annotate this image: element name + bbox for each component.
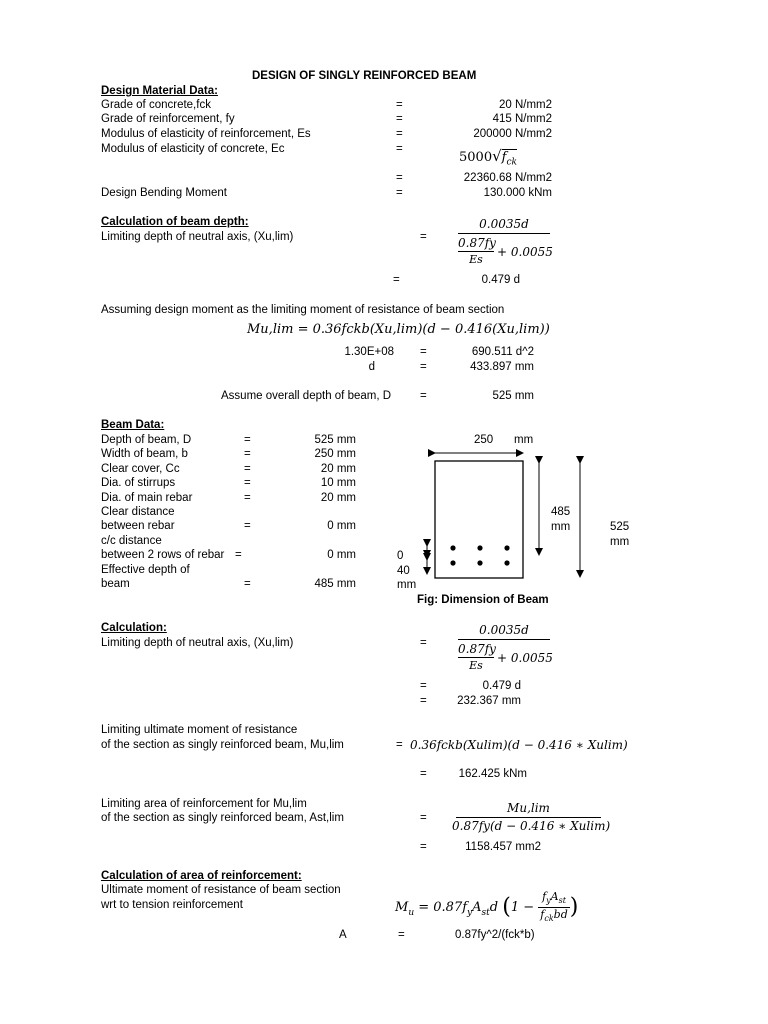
beam-label: Dia. of main rebar (101, 492, 193, 504)
fig-caption: Fig: Dimension of Beam (417, 594, 549, 606)
assume-r2-left: d (368, 361, 375, 373)
assume-r2-val: 433.897 mm (470, 361, 534, 373)
overall-depth-eq: = (420, 390, 427, 402)
ec-formula: $5000√f_{ck}$ (459, 147, 517, 168)
page-title: DESIGN OF SINGLY REINFORCED BEAM (252, 70, 477, 82)
beam-label: beam (101, 578, 130, 590)
beam-eq: = (244, 578, 251, 590)
material-value: 200000 N/mm2 (473, 128, 552, 140)
beam-eq: = (244, 477, 251, 489)
material-value: 130.000 kNm (483, 187, 552, 199)
reinf-label-2: wrt to tension reinforcement (101, 899, 243, 911)
assume-r2-eq: = (420, 361, 427, 373)
fig-eff-val: 485 (551, 506, 571, 518)
calc-fraction-bar (458, 639, 550, 640)
material-label: Design Bending Moment (101, 187, 227, 199)
material-value: 20 N/mm2 (498, 99, 552, 111)
fig-gap-val: 0 (397, 550, 404, 562)
ast-numerator: Mu,lim (507, 801, 550, 815)
mu-eq: = (396, 739, 403, 751)
calc-den-denominator: Es (469, 659, 483, 672)
beam-label: Effective depth of (101, 564, 190, 576)
fig-eff-unit: mm (551, 521, 571, 533)
beam-label: c/c distance (101, 535, 162, 547)
assume-r1-left: 1.30E+08 (344, 346, 394, 358)
depth-result-eq: = (393, 274, 400, 286)
assume-r1-val: 690.511 d^2 (471, 346, 534, 358)
rebar-dot (504, 560, 509, 565)
reinf-formula: $M_u = 0.87f_yA_{st}d$ (1 − $f_yA_{st}$ $f_{ck}bd$ ) (395, 890, 579, 924)
calc-heading: Calculation: (101, 622, 167, 634)
fig-width-val: 250 (474, 434, 494, 446)
ast-fraction-bar (456, 817, 601, 818)
rebar-dot (477, 545, 482, 550)
material-eq: = (396, 143, 403, 155)
beam-value: 250 mm (314, 448, 356, 460)
material-value: 22360.68 N/mm2 (463, 172, 552, 184)
beam-heading: Beam Data: (101, 419, 165, 431)
depth-result: 0.479 d (481, 274, 520, 286)
fig-width-unit: mm (514, 434, 534, 446)
calc-r1-val: 0.479 d (482, 680, 521, 692)
a-value: 0.87fy^2/(fck*b) (455, 929, 535, 941)
ast-result-eq: = (420, 841, 427, 853)
depth-xulim-label: Limiting depth of neutral axis, (Xu,lim) (101, 231, 294, 243)
beam-eq: = (235, 549, 242, 561)
calc-eq: = (420, 637, 427, 649)
material-label: Grade of concrete,fck (101, 99, 211, 111)
calc-numerator: 0.0035d (479, 623, 529, 637)
ast-result: 1158.457 mm2 (465, 841, 541, 853)
ast-denominator: 0.87fy(d − 0.416 ∗ Xulim) (452, 819, 611, 833)
assume-text: Assuming design moment as the limiting moment of resistance of beam section (101, 304, 505, 316)
material-eq: = (396, 128, 403, 140)
beam-label: Clear distance (101, 506, 175, 518)
beam-value: 485 mm (314, 578, 356, 590)
beam-value: 20 mm (320, 492, 356, 504)
beam-value: 0 mm (327, 520, 356, 532)
material-eq: = (396, 99, 403, 111)
beam-eq: = (244, 492, 251, 504)
beam-label: Clear cover, Cc (101, 463, 180, 475)
reinf-heading: Calculation of area of reinforcement: (101, 870, 302, 882)
material-label: Modulus of elasticity of reinforcement, Es (101, 128, 311, 140)
beam-label: Dia. of stirrups (101, 477, 176, 489)
rebar-dot (477, 560, 482, 565)
beam-value: 10 mm (320, 477, 356, 489)
calc-r1-eq: = (420, 680, 427, 692)
depth-den-numerator: 0.87fy (458, 236, 496, 250)
material-value: 415 N/mm2 (492, 113, 552, 125)
beam-eq: = (244, 434, 251, 446)
material-label: Modulus of elasticity of concrete, Ec (101, 143, 285, 155)
mu-label-1: Limiting ultimate moment of resistance (101, 724, 298, 736)
calc-r2-eq: = (420, 695, 427, 707)
reinf-label-1: Ultimate moment of resistance of beam section (101, 884, 341, 896)
depth-numerator: 0.0035d (479, 217, 529, 231)
depth-den-denominator: Es (469, 253, 483, 266)
calc-den-plus: + 0.0055 (497, 651, 553, 665)
beam-section-outline (435, 461, 523, 578)
ast-eq: = (420, 812, 427, 824)
beam-eq: = (244, 463, 251, 475)
beam-label: between 2 rows of rebar (101, 549, 225, 561)
calc-inner-bar (458, 657, 494, 658)
material-label: Grade of reinforcement, fy (101, 113, 235, 125)
mu-result-eq: = (420, 768, 427, 780)
beam-eq: = (244, 520, 251, 532)
mu-label-2: of the section as singly reinforced beam, Mu,lim (101, 739, 344, 751)
a-label: A (339, 929, 347, 941)
beam-label: Width of beam, b (101, 448, 188, 460)
mu-result: 162.425 kNm (458, 768, 527, 780)
beam-label: Depth of beam, D (101, 434, 192, 446)
rebar-dot (450, 545, 455, 550)
depth-heading: Calculation of beam depth: (101, 216, 249, 228)
mu-formula: 0.36fckb(Xulim)(d − 0.416 ∗ Xulim) (410, 738, 628, 752)
material-eq: = (396, 172, 403, 184)
calc-den-numerator: 0.87fy (458, 642, 496, 656)
material-eq: = (396, 187, 403, 199)
fig-total-val: 525 (610, 521, 630, 533)
calc-r2-val: 232.367 mm (457, 695, 521, 707)
fig-total-unit: mm (610, 536, 630, 548)
beam-label: between rebar (101, 520, 175, 532)
beam-value: 525 mm (314, 434, 356, 446)
assume-formula: Mu,lim = 0.36fckb(Xu,lim)(d − 0.416(Xu,lim)) (247, 322, 550, 337)
fig-gap-val2: 40 (397, 565, 410, 577)
rebar-dot (450, 560, 455, 565)
rebar-dot (504, 545, 509, 550)
material-eq: = (396, 113, 403, 125)
assume-r1-eq: = (420, 346, 427, 358)
material-heading: Design Material Data: (101, 85, 218, 97)
a-eq: = (398, 929, 405, 941)
overall-depth-val: 525 mm (492, 390, 534, 402)
overall-depth-label: Assume overall depth of beam, D (221, 390, 392, 402)
fig-gap-unit: mm (397, 579, 417, 591)
beam-value: 20 mm (320, 463, 356, 475)
calc-xulim-label: Limiting depth of neutral axis, (Xu,lim) (101, 637, 294, 649)
beam-value: 0 mm (327, 549, 356, 561)
depth-den-plus: + 0.0055 (497, 245, 553, 259)
ast-label-2: of the section as singly reinforced beam, Ast,lim (101, 812, 344, 824)
ast-label-1: Limiting area of reinforcement for Mu,lim (101, 798, 307, 810)
depth-eq: = (420, 231, 427, 243)
beam-eq: = (244, 448, 251, 460)
